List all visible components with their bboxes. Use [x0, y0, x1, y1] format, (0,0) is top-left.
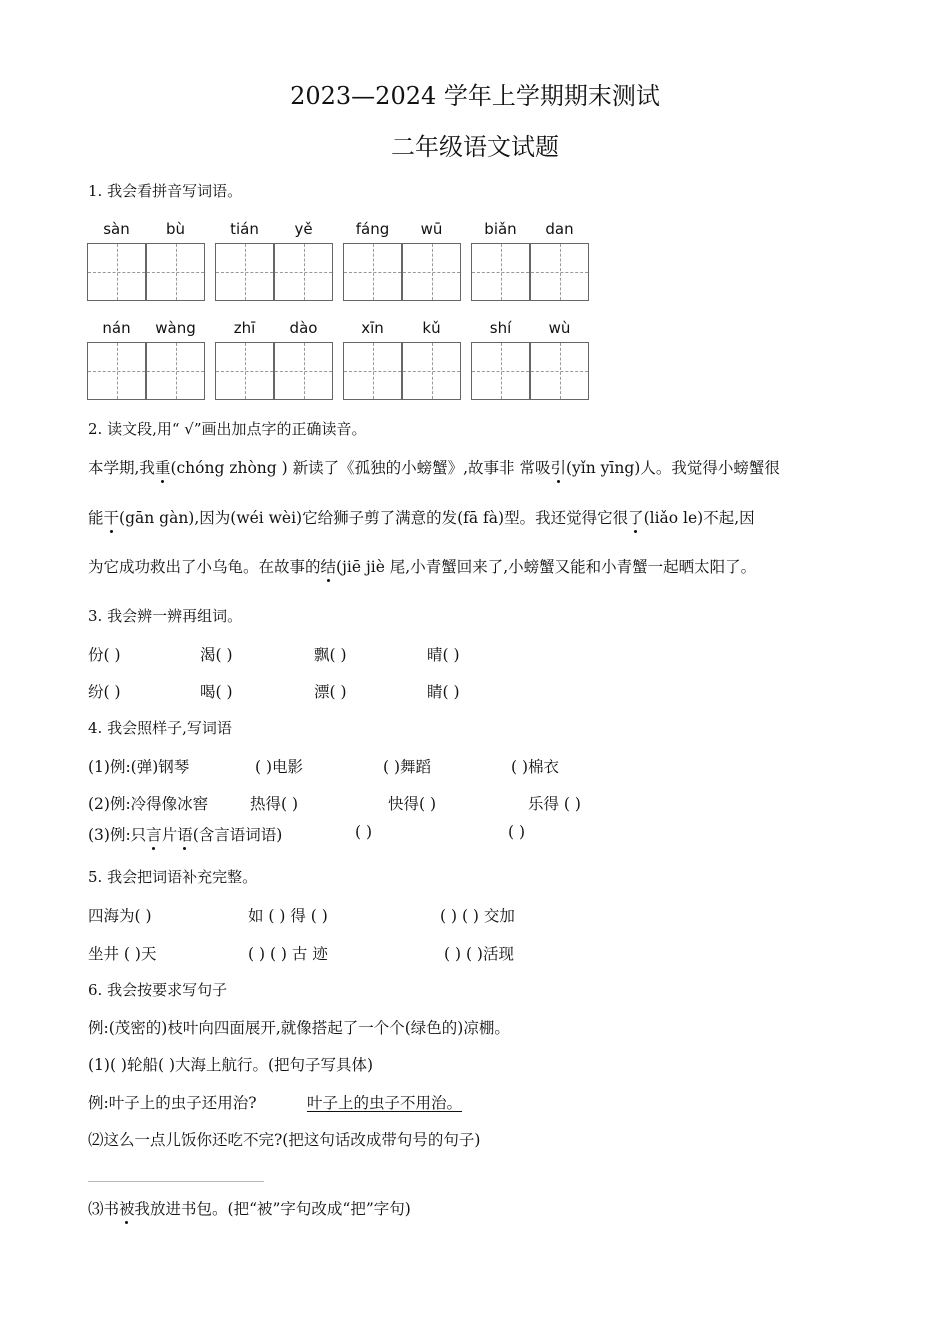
- idiom-1: 四海为( ): [88, 907, 152, 925]
- pinyin-label: biǎn: [484, 220, 517, 238]
- page-title: 2023—2024 学年上学期期末测试: [290, 82, 660, 110]
- dotted-char: 了: [628, 509, 644, 527]
- compare-char-5: 纷( ): [88, 683, 121, 701]
- compare-char-8: 睛( ): [427, 683, 460, 701]
- writing-box[interactable]: [215, 342, 274, 400]
- pinyin-label: wàng: [155, 319, 196, 337]
- passage-line-3: [88, 555, 756, 577]
- passage-line-2: [88, 506, 755, 528]
- idiom-4: 坐井 ( )天: [88, 945, 157, 963]
- question-1-heading: 1. 我会看拼音写词语。: [88, 182, 243, 200]
- q4-text: (3)例:只: [88, 826, 147, 844]
- q6-example-2: 例:叶子上的虫子还用治?: [88, 1094, 257, 1112]
- writing-box[interactable]: [146, 342, 205, 400]
- passage-text: 能: [88, 509, 104, 527]
- q4-example-1: (1)例:(弹)钢琴: [88, 758, 190, 776]
- pinyin-label: dan: [545, 220, 574, 238]
- idiom-3: ( ) ( ) 交加: [440, 907, 515, 925]
- page-subtitle: 二年级语文试题: [391, 133, 559, 161]
- writing-box[interactable]: [471, 342, 530, 400]
- passage-text: (gān gàn),因为(wéi wèi)它给狮子剪了满意的发(fā fà)型。我还觉得它很: [119, 509, 629, 527]
- writing-box[interactable]: [87, 243, 146, 301]
- passage-text: (chóng zhòng ) 新读了《孤独的小螃蟹》,故事非 常吸: [170, 459, 551, 477]
- writing-box[interactable]: [215, 243, 274, 301]
- pinyin-label: zhī: [233, 319, 256, 337]
- compare-char-3: 飘( ): [314, 646, 347, 664]
- pinyin-label: dào: [289, 319, 318, 337]
- pinyin-label: kǔ: [422, 319, 441, 337]
- pinyin-label: nán: [102, 319, 131, 337]
- dotted-char: 重: [154, 459, 171, 477]
- compare-char-1: 份( ): [88, 646, 121, 664]
- q4-blank: ( )棉衣: [511, 758, 560, 776]
- q4-blank: 乐得 ( ): [528, 795, 581, 813]
- q6-example-1: 例:(茂密的)枝叶向四面展开,就像搭起了一个个(绿色的)凉棚。: [88, 1019, 510, 1037]
- writing-box[interactable]: [343, 243, 402, 301]
- pinyin-label: yě: [294, 220, 313, 238]
- pinyin-label: sàn: [103, 220, 130, 238]
- q4-blank: ( )舞蹈: [383, 758, 432, 776]
- passage-text: (yǐn yīng)人。我觉得小螃蟹很: [566, 459, 780, 477]
- idiom-6: ( ) ( )活现: [444, 945, 514, 963]
- q4-example-2: (2)例:冷得像冰窖: [88, 795, 209, 813]
- dotted-char: 干: [103, 509, 120, 527]
- writing-box[interactable]: [343, 342, 402, 400]
- compare-char-7: 漂( ): [314, 683, 347, 701]
- q6-item-3: [88, 1197, 411, 1219]
- pinyin-label: bù: [165, 220, 186, 238]
- writing-box[interactable]: [402, 342, 461, 400]
- question-5-heading: 5. 我会把词语补充完整。: [88, 868, 258, 886]
- pinyin-label: tián: [230, 220, 259, 238]
- q6-example-2-answer: 叶子上的虫子不用治。: [307, 1094, 463, 1112]
- writing-box[interactable]: [530, 342, 589, 400]
- pinyin-label: fáng: [355, 220, 390, 238]
- passage-text: 为它成功救出了小乌龟。在故事的: [88, 558, 321, 576]
- q4-blank: 快得( ): [388, 795, 437, 813]
- passage-text: (liǎo le)不起,因: [643, 509, 755, 527]
- q4-blank: ( )电影: [255, 758, 304, 776]
- q6-item-2: ⑵这么一点儿饭你还吃不完?(把这句话改成带句号的句子): [88, 1131, 481, 1149]
- pinyin-label: shí: [489, 319, 512, 337]
- dotted-char: 被: [119, 1200, 135, 1218]
- q4-text: (含言语词语): [192, 826, 283, 844]
- writing-box[interactable]: [471, 243, 530, 301]
- q4-example-3: [88, 823, 282, 845]
- q4-blank: 热得( ): [250, 795, 299, 813]
- q6-text: ⑶书: [88, 1200, 120, 1218]
- q4-blank: ( ): [508, 823, 526, 841]
- passage-text: 本学期,我: [88, 459, 155, 477]
- pinyin-label: xīn: [361, 319, 384, 337]
- q4-text: 片: [161, 826, 178, 844]
- q4-blank: ( ): [355, 823, 373, 841]
- writing-box[interactable]: [530, 243, 589, 301]
- question-2-heading: 2. 读文段,用“ √”画出加点字的正确读音。: [88, 420, 367, 438]
- idiom-2: 如 ( ) 得 ( ): [248, 907, 328, 925]
- pinyin-label: wù: [548, 319, 571, 337]
- writing-box[interactable]: [274, 243, 333, 301]
- question-4-heading: 4. 我会照样子,写词语: [88, 719, 232, 737]
- question-6-heading: 6. 我会按要求写句子: [88, 981, 228, 999]
- compare-char-4: 晴( ): [427, 646, 460, 664]
- pinyin-label: wū: [420, 220, 443, 238]
- dotted-char: 语: [177, 826, 193, 844]
- dotted-char: 言: [146, 826, 162, 844]
- passage-text: (jiē jiè 尾,小青蟹回来了,小螃蟹又能和小青蟹一起晒太阳了。: [336, 558, 757, 576]
- writing-box[interactable]: [87, 342, 146, 400]
- dotted-char: 引: [550, 459, 566, 477]
- idiom-5: ( ) ( ) 古 迹: [248, 945, 328, 963]
- compare-char-2: 渴( ): [200, 646, 233, 664]
- writing-box[interactable]: [402, 243, 461, 301]
- dotted-char: 结: [320, 558, 337, 576]
- answer-line: [88, 1181, 264, 1182]
- q6-text: 我放进书包。(把“被”字句改成“把”字句): [134, 1200, 411, 1218]
- question-3-heading: 3. 我会辨一辨再组词。: [88, 607, 243, 625]
- writing-box[interactable]: [274, 342, 333, 400]
- writing-box[interactable]: [146, 243, 205, 301]
- compare-char-6: 喝( ): [200, 683, 233, 701]
- passage-line-1: [88, 456, 780, 478]
- q6-item-1: (1)( )轮船( )大海上航行。(把句子写具体): [88, 1056, 374, 1074]
